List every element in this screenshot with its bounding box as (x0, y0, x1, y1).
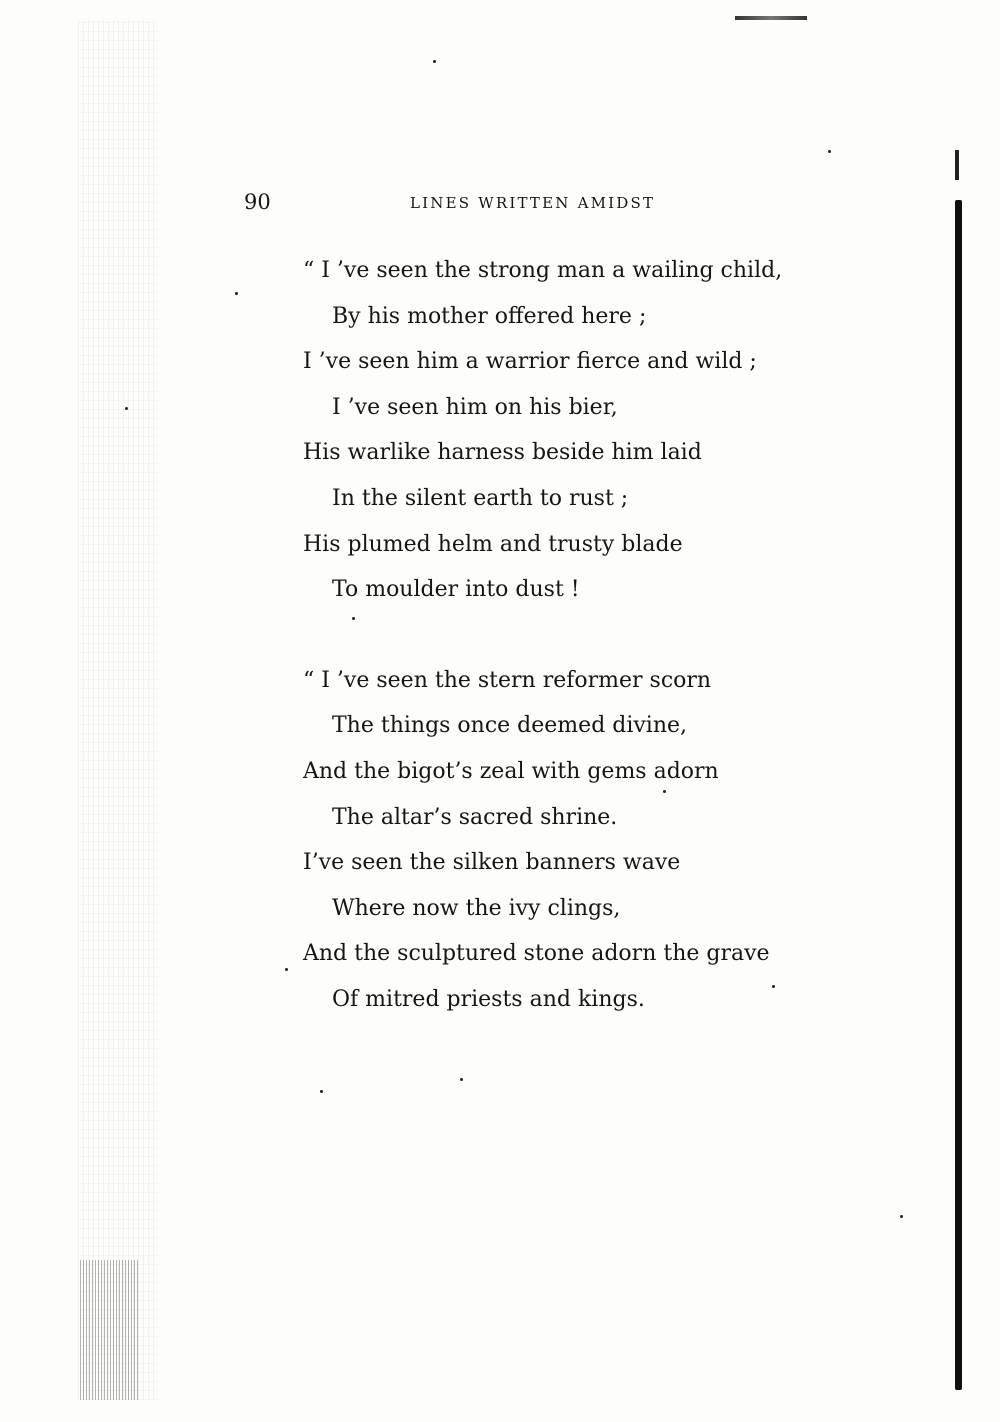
poem-line: Where now the ivy clings, (332, 895, 621, 921)
page-edge-mark (955, 150, 959, 180)
poem-line: The altar’s sacred shrine. (332, 804, 618, 830)
page-header (244, 190, 734, 214)
poem-line: I’ve seen the silken banners wave (303, 850, 681, 876)
stanza (303, 658, 843, 1023)
scan-artifact-mark (735, 16, 807, 20)
poem-line: The things once deemed divine, (332, 713, 688, 739)
poem-line: By his mother offered here ; (332, 303, 647, 329)
page-number: 90 (244, 190, 271, 214)
poem-line: His warlike harness beside him laid (303, 440, 702, 466)
binding-gutter-shadow (80, 1260, 140, 1400)
poem-line: Of mitred priests and kings. (332, 986, 645, 1012)
ink-speck (235, 292, 238, 295)
poem-line: “ I ’ve seen the strong man a wailing child, (303, 258, 783, 283)
poem-line: His plumed helm and trusty blade (303, 531, 683, 557)
binding-gutter-texture (78, 20, 158, 1400)
ink-speck (285, 968, 288, 971)
stanza-gap (303, 613, 843, 658)
ink-speck (125, 407, 128, 410)
poem-line: In the silent earth to rust ; (332, 485, 629, 511)
poem-line: I ’ve seen him on his bier, (332, 394, 618, 420)
poem-body (303, 248, 843, 1023)
poem-line: “ I ’ve seen the stern reformer scorn (303, 667, 712, 693)
poem-line: And the bigot’s zeal with gems adorn (303, 758, 719, 784)
ink-speck (320, 1090, 323, 1093)
poem-line: I ’ve seen him a warrior fierce and wild ; (303, 349, 757, 375)
ink-speck (828, 150, 831, 153)
stanza (303, 248, 843, 613)
poem-line: To moulder into dust ! (332, 577, 580, 603)
ink-speck (433, 60, 436, 63)
ink-speck (460, 1078, 463, 1081)
ink-speck (900, 1215, 903, 1218)
running-head: LINES WRITTEN AMIDST (410, 194, 656, 212)
page-edge-shadow (955, 200, 962, 1390)
poem-line: And the sculptured stone adorn the grave (303, 941, 770, 967)
